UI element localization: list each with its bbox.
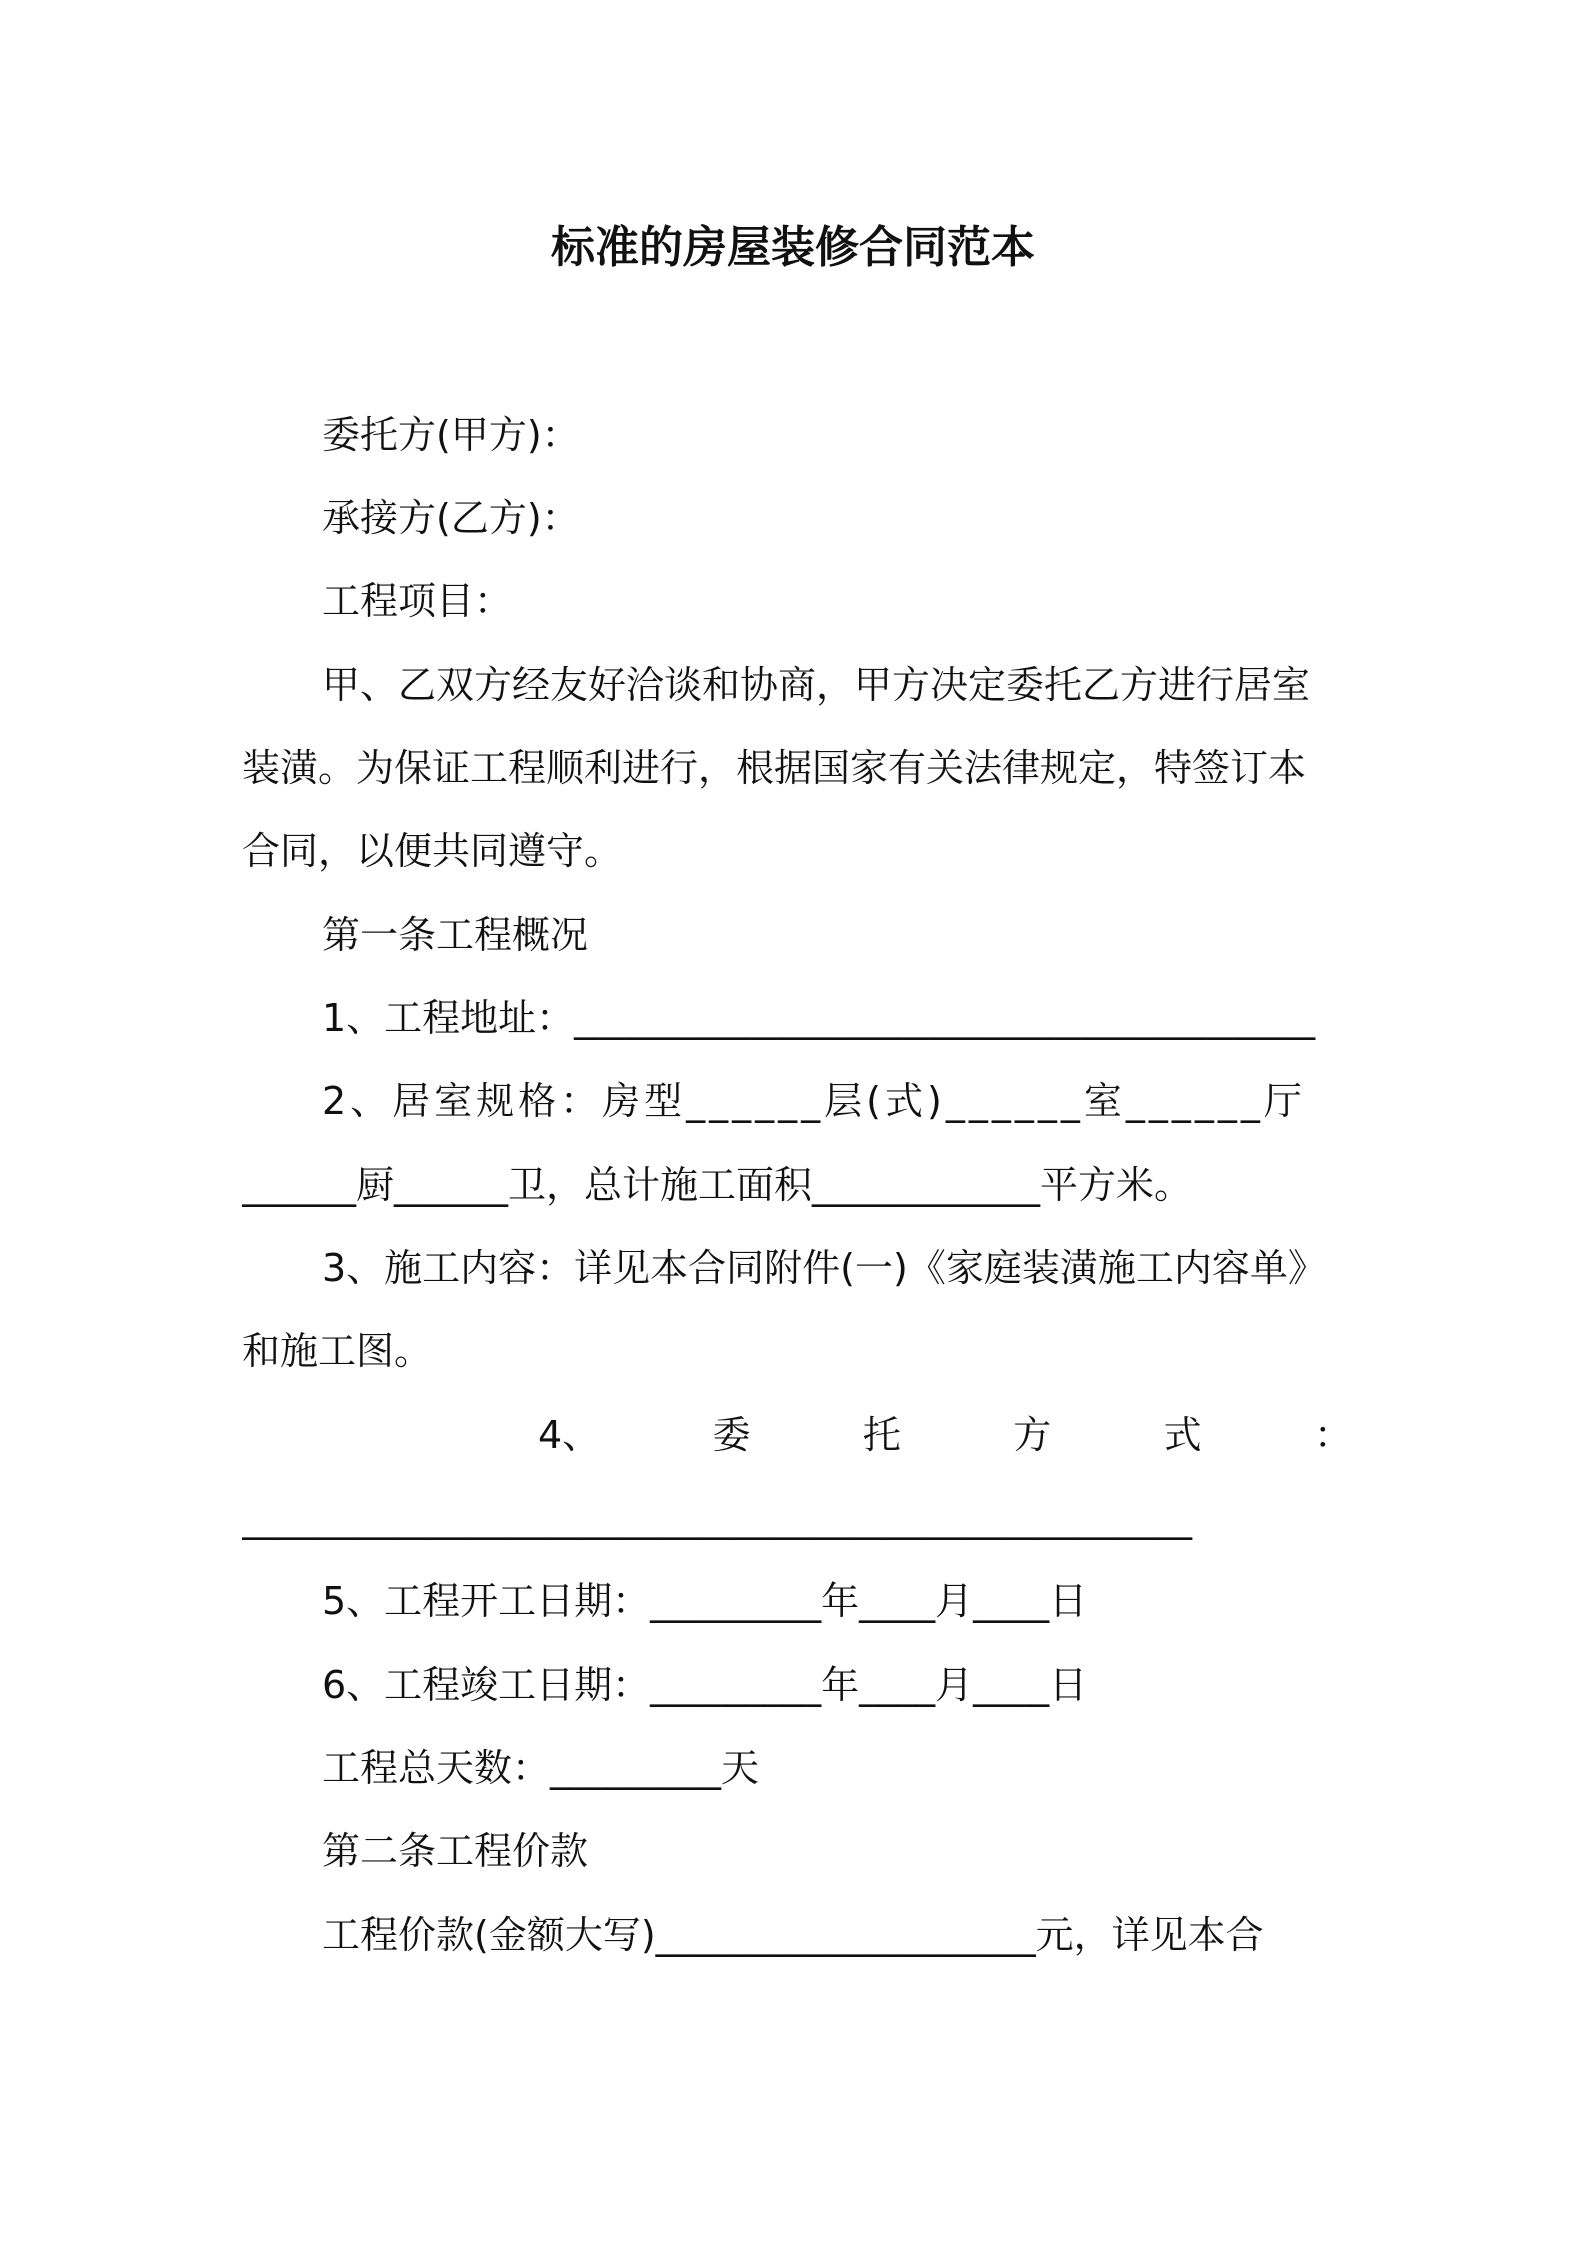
commission-method-char-4: 式 (1163, 1413, 1202, 1457)
intro-paragraph-line-1: 甲、乙双方经友好洽谈和协商，甲方决定委托乙方进行居室 (322, 663, 1311, 707)
article-2-heading: 第二条工程价款 (322, 1829, 589, 1873)
commission-method-blank: __________________________________________________ (242, 1496, 1192, 1540)
intro-paragraph-line-2: 装潢。为保证工程顺利进行，根据国家有关法律规定，特签订本 (242, 746, 1307, 790)
commission-method-colon: ： (1313, 1413, 1352, 1457)
completion-date-line: 6、工程竣工日期：_________年____月____日 (322, 1663, 1088, 1707)
room-spec-line-2: ______厨______卫，总计施工面积____________平方米。 (242, 1163, 1193, 1207)
commission-method-char-1: 委 (712, 1413, 751, 1457)
total-days-line: 工程总天数：_________天 (322, 1746, 760, 1790)
construction-content-line-1: 3、施工内容：详见本合同附件(一)《家庭装潢施工内容单》 (322, 1246, 1326, 1290)
party-a-label: 委托方(甲方)： (322, 413, 580, 457)
start-date-line: 5、工程开工日期：_________年____月____日 (322, 1579, 1088, 1623)
document-title: 标准的房屋装修合同范本 (551, 222, 1035, 273)
article-1-heading: 第一条工程概况 (322, 913, 589, 957)
party-b-label: 承接方(乙方)： (322, 496, 580, 540)
commission-method-char-2: 托 (862, 1413, 901, 1457)
intro-paragraph-line-3: 合同，以便共同遵守。 (242, 829, 623, 873)
project-price-line: 工程价款(金额大写)____________________元，详见本合 (322, 1913, 1264, 1957)
commission-method-number: 4、 (538, 1413, 601, 1457)
construction-content-line-2: 和施工图。 (242, 1329, 433, 1373)
project-label: 工程项目： (322, 579, 513, 623)
project-address-line: 1、工程地址：_______________________________________ (322, 996, 1316, 1040)
commission-method-char-3: 方 (1013, 1413, 1052, 1457)
commission-method-line (242, 1408, 1352, 1462)
room-spec-line-1: 2、居室规格：房型______层(式)______室______厅 (322, 1079, 1306, 1123)
